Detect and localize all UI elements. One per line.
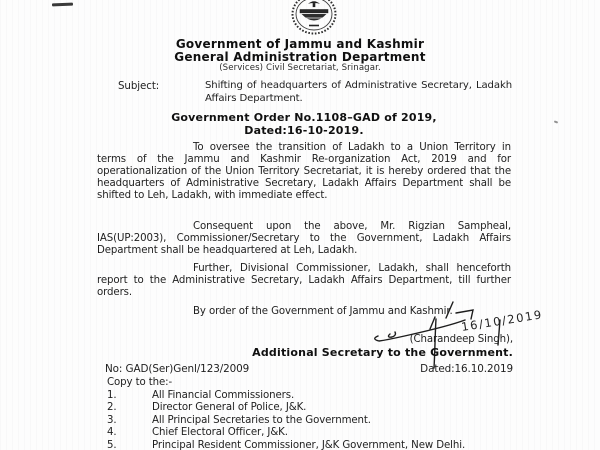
list-item-number: 4. bbox=[107, 427, 117, 439]
letterhead-government-line: Government of Jammu and Kashmir bbox=[175, 37, 425, 51]
letterhead-department-line: General Administration Department bbox=[174, 49, 426, 64]
list-item-number: 5. bbox=[107, 439, 117, 450]
subject-label: Subject: bbox=[118, 80, 160, 92]
list-item-number: 3. bbox=[107, 414, 117, 426]
order-title bbox=[97, 112, 511, 137]
list-item-text: All Financial Commissioners. bbox=[152, 389, 295, 401]
reference-date: Dated:16.10.2019 bbox=[420, 363, 513, 375]
list-item bbox=[107, 390, 511, 403]
list-item-text: Chief Electoral Officer, J&K. bbox=[152, 427, 288, 439]
handwritten-date: 16/10/2019 bbox=[460, 307, 544, 334]
list-item bbox=[107, 427, 511, 440]
paragraph-transition-order: To oversee the transition of Ladakh to a Union Territory in terms of the Jammu and Kashmir Re-organization Act, 2019 and for operationalization of the Union Territory Secretariat, it is hereby ordered that the headquarters of Administrative Secretary, Ladakh Affairs Department shall be shifted to Leh, Ladakh, with immediate effect. bbox=[97, 142, 511, 201]
by-order-line: By order of the Government of Jammu and Kashmir. bbox=[193, 306, 453, 317]
paragraph-divisional-commissioner: Further, Divisional Commissioner, Ladakh, shall henceforth report to the Administrative Secretary, Ladakh Affairs Department, till further orders. bbox=[97, 263, 511, 298]
paragraph-commissioner-hq: Consequent upon the above, Mr. Rigzian Sampheal, IAS(UP:2003), Commissioner/Secretary to the Government, Ladakh Affairs Department shall be headquartered at Leh, Ladakh. bbox=[97, 221, 511, 256]
jk-state-emblem-icon bbox=[291, 0, 337, 37]
list-item bbox=[107, 415, 511, 428]
order-date-line: Dated:16-10-2019. bbox=[244, 123, 364, 137]
list-item-number: 1. bbox=[107, 389, 117, 401]
scan-artifact-speck bbox=[554, 120, 558, 123]
reference-number: No: GAD(Ser)Genl/123/2009 bbox=[105, 363, 250, 375]
signatory-designation: Additional Secretary to the Government. bbox=[252, 346, 513, 359]
subject-text: Shifting of headquarters of Administrative Secretary, Ladakh Affairs Department. bbox=[205, 80, 512, 104]
copy-to-section bbox=[107, 377, 511, 450]
list-item-number: 2. bbox=[107, 402, 117, 414]
list-item-text: Director General of Police, J&K. bbox=[152, 402, 307, 414]
signatory-name: (Charandeep Singh), bbox=[409, 334, 513, 345]
scan-artifact-dash bbox=[52, 3, 73, 7]
list-item bbox=[107, 440, 511, 450]
list-item bbox=[107, 402, 511, 415]
list-item-text: All Principal Secretaries to the Government. bbox=[152, 414, 371, 426]
letterhead-address-line: (Services) Civil Secretariat, Srinagar. bbox=[219, 63, 381, 73]
order-number-line: Government Order No.1108–GAD of 2019, bbox=[171, 111, 437, 124]
letterhead bbox=[0, 38, 600, 74]
copy-to-heading: Copy to the:- bbox=[107, 377, 173, 388]
list-item-text: Principal Resident Commissioner, J&K Government, New Delhi. bbox=[152, 439, 466, 450]
